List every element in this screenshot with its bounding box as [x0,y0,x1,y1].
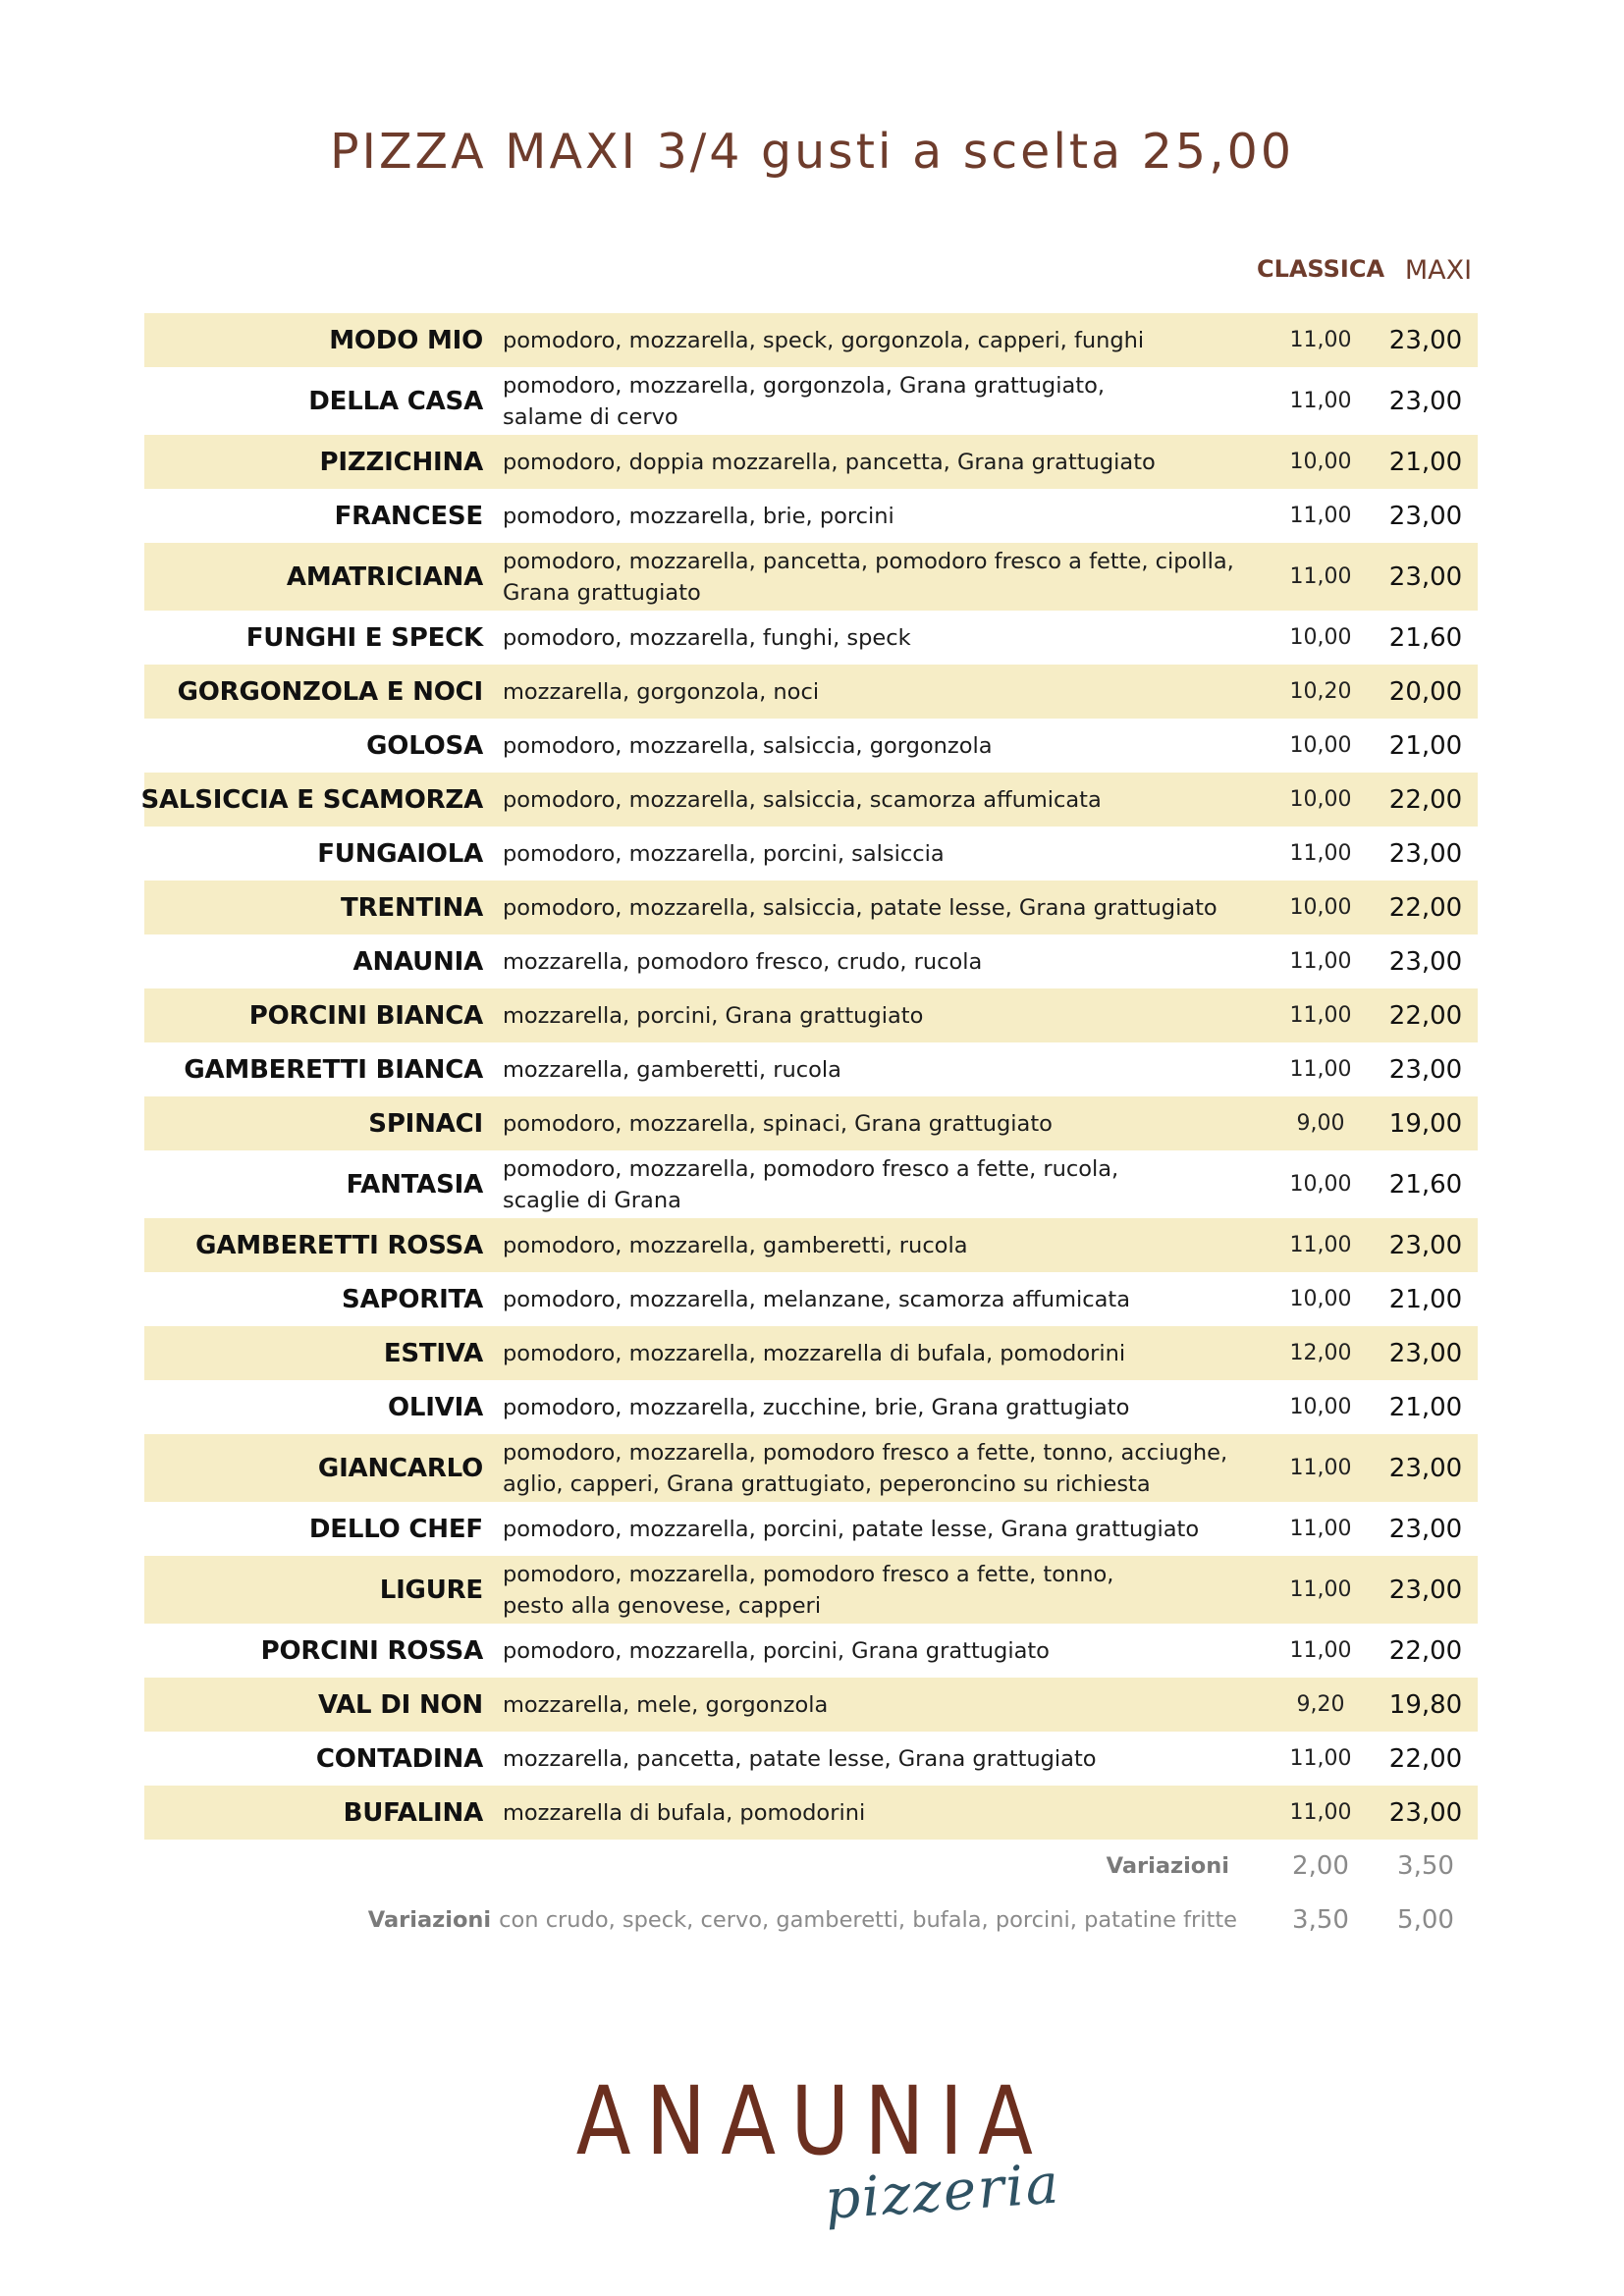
ingredients-line: pomodoro, mozzarella, melanzane, scamorza affumicata [503,1286,1131,1312]
menu-row [144,1434,1478,1502]
pizza-name: GIANCARLO [317,1453,483,1483]
variation-detail: con crudo, speck, cervo, gamberetti, bufala, porcini, patatine fritte [499,1907,1237,1933]
menu-row [144,1042,1478,1096]
pizza-name: PORCINI ROSSA [260,1635,483,1666]
pizza-name: BUFALINA [343,1797,483,1828]
pizza-name: VAL DI NON [317,1689,483,1720]
price-classica: 11,00 [1289,328,1352,352]
price-classica: 9,20 [1296,1692,1345,1717]
ingredients-line: mozzarella di bufala, pomodorini [503,1799,866,1826]
menu-row [144,988,1478,1042]
ingredients-line: mozzarella, pomodoro fresco, crudo, rucola [503,948,983,975]
menu-row [144,934,1478,988]
price-classica: 11,00 [1289,389,1352,413]
pizza-name: PORCINI BIANCA [248,1000,483,1031]
menu-row [144,1272,1478,1326]
menu-row [144,1678,1478,1732]
price-classica: 11,00 [1289,1003,1352,1028]
price-maxi: 22,00 [1388,784,1463,815]
variation-label: Variazioni [1106,1853,1229,1879]
pizza-name: GAMBERETTI ROSSA [195,1230,483,1260]
price-classica: 11,00 [1289,1577,1352,1602]
price-classica: 11,00 [1289,1233,1352,1257]
ingredients-line: pomodoro, mozzarella, pomodoro fresco a fette, rucola, [503,1155,1119,1182]
variation-label: Variazioni [367,1907,492,1933]
price-maxi: 21,60 [1388,622,1463,653]
ingredients-line: mozzarella, mele, gorgonzola [503,1691,829,1718]
variation-row [144,1895,1478,1946]
price-maxi: 23,00 [1388,946,1463,977]
menu-row [144,719,1478,773]
variation-price-classica: 3,50 [1292,1905,1349,1935]
menu-row [140,773,1478,827]
ingredients-line: scaglie di Grana [503,1187,681,1213]
price-classica: 11,00 [1289,1456,1352,1480]
ingredients-line: pomodoro, mozzarella, pomodoro fresco a fette, tonno, acciughe, [503,1439,1228,1466]
ingredients-line: pomodoro, mozzarella, gamberetti, rucola [503,1232,968,1258]
menu-row [144,611,1478,665]
price-classica: 10,00 [1289,1172,1352,1197]
ingredients-line: pomodoro, mozzarella, salsiccia, patate lesse, Grana grattugiato [503,894,1218,921]
brand-logo: ANAUNIA [575,2066,1049,2176]
menu-row [144,489,1478,543]
variation-price-classica: 2,00 [1292,1851,1349,1881]
ingredients-line: pomodoro, mozzarella, brie, porcini [503,503,894,529]
price-classica: 9,00 [1296,1111,1345,1136]
header-classica: CLASSICA [1256,255,1385,283]
price-maxi: 23,00 [1388,1797,1463,1828]
ingredients-line: aglio, capperi, Grana grattugiato, peperoncino su richiesta [503,1470,1151,1497]
price-classica: 11,00 [1289,504,1352,528]
price-maxi: 23,00 [1388,501,1463,531]
price-classica: 10,00 [1289,895,1352,920]
ingredients-line: mozzarella, gamberetti, rucola [503,1056,841,1083]
price-classica: 11,00 [1289,564,1352,589]
pizza-name: FUNGAIOLA [317,838,483,869]
pizza-name: OLIVIA [387,1392,483,1422]
menu-title: PIZZA MAXI 3/4 gusti a scelta 25,00 [329,124,1295,180]
menu-row [144,665,1478,719]
price-maxi: 23,00 [1388,1453,1463,1483]
price-maxi: 21,00 [1388,1284,1463,1314]
price-maxi: 23,00 [1388,1054,1463,1085]
price-classica: 10,00 [1289,1395,1352,1419]
menu-row [144,313,1478,367]
price-classica: 11,00 [1289,1800,1352,1825]
menu-row [144,1786,1478,1840]
pizza-name: MODO MIO [329,325,483,355]
pizza-name: CONTADINA [315,1743,483,1774]
pizza-name: TRENTINA [341,892,483,923]
ingredients-line: pomodoro, mozzarella, pancetta, pomodoro fresco a fette, cipolla, [503,548,1234,574]
ingredients-line: pomodoro, mozzarella, zucchine, brie, Grana grattugiato [503,1394,1130,1420]
price-classica: 11,00 [1289,1057,1352,1082]
menu-row [144,1624,1478,1678]
pizza-name: DELLO CHEF [308,1514,483,1544]
price-maxi: 23,00 [1388,1338,1463,1368]
price-classica: 11,00 [1289,949,1352,974]
menu-row [144,1150,1478,1218]
pizza-name: AMATRICIANA [286,561,483,592]
pizza-name: FRANCESE [334,501,483,531]
menu-row [144,1380,1478,1434]
ingredients-line: mozzarella, gorgonzola, noci [503,678,820,705]
pizza-name: GOLOSA [366,730,483,761]
menu-row [144,1096,1478,1150]
variation-row [144,1841,1478,1892]
price-maxi: 19,00 [1388,1108,1463,1139]
ingredients-line: pomodoro, mozzarella, pomodoro fresco a fette, tonno, [503,1561,1114,1587]
menu-row [144,435,1478,489]
pizza-list [140,313,1478,1840]
price-classica: 11,00 [1289,1517,1352,1541]
price-maxi: 21,00 [1388,447,1463,477]
menu-row [144,1732,1478,1786]
menu-row [144,881,1478,934]
ingredients-line: pomodoro, mozzarella, porcini, Grana grattugiato [503,1637,1050,1664]
price-maxi: 21,60 [1388,1169,1463,1200]
pizza-name: PIZZICHINA [319,447,483,477]
ingredients-line: pomodoro, mozzarella, gorgonzola, Grana grattugiato, [503,372,1105,399]
price-maxi: 19,80 [1388,1689,1463,1720]
pizza-name: FANTASIA [346,1169,483,1200]
price-maxi: 23,00 [1388,1514,1463,1544]
menu-row [144,1218,1478,1272]
ingredients-line: pomodoro, mozzarella, speck, gorgonzola, capperi, funghi [503,327,1145,353]
ingredients-line: pomodoro, mozzarella, porcini, salsiccia [503,840,945,867]
ingredients-line: pomodoro, mozzarella, porcini, patate lesse, Grana grattugiato [503,1516,1200,1542]
pizza-name: GORGONZOLA E NOCI [177,676,483,707]
price-classica: 10,20 [1289,679,1352,704]
menu-row [144,1556,1478,1624]
price-classica: 10,00 [1289,733,1352,758]
ingredients-line: pomodoro, mozzarella, funghi, speck [503,624,911,651]
variation-price-maxi: 5,00 [1397,1905,1454,1935]
menu-row [144,543,1478,611]
brand-subtitle: pizzeria [823,2152,1062,2232]
ingredients-line: mozzarella, pancetta, patate lesse, Grana grattugiato [503,1745,1097,1772]
ingredients-line: pomodoro, mozzarella, salsiccia, gorgonzola [503,732,993,759]
ingredients-line: pomodoro, doppia mozzarella, pancetta, Grana grattugiato [503,449,1156,475]
variation-price-maxi: 3,50 [1397,1851,1454,1881]
ingredients-line: pesto alla genovese, capperi [503,1592,822,1619]
pizza-name: SPINACI [368,1108,483,1139]
price-maxi: 20,00 [1388,676,1463,707]
pizza-name: ANAUNIA [352,946,483,977]
price-classica: 12,00 [1289,1341,1352,1365]
price-maxi: 22,00 [1388,1743,1463,1774]
price-classica: 11,00 [1289,1746,1352,1771]
price-classica: 10,00 [1289,625,1352,650]
price-maxi: 23,00 [1388,1230,1463,1260]
price-classica: 10,00 [1289,450,1352,474]
menu-row [144,1502,1478,1556]
pizza-name: DELLA CASA [308,386,483,416]
price-maxi: 23,00 [1388,325,1463,355]
price-maxi: 23,00 [1388,838,1463,869]
pizza-name: ESTIVA [383,1338,483,1368]
price-maxi: 21,00 [1388,1392,1463,1422]
pizza-name: SALSICCIA E SCAMORZA [140,784,483,815]
pizza-name: GAMBERETTI BIANCA [184,1054,483,1085]
price-classica: 11,00 [1289,1638,1352,1663]
price-maxi: 22,00 [1388,1000,1463,1031]
pizza-name: SAPORITA [342,1284,483,1314]
price-maxi: 23,00 [1388,386,1463,416]
ingredients-line: salame di cervo [503,403,678,430]
ingredients-line: pomodoro, mozzarella, spinaci, Grana grattugiato [503,1110,1053,1137]
ingredients-line: pomodoro, mozzarella, salsiccia, scamorza affumicata [503,786,1102,813]
price-maxi: 22,00 [1388,892,1463,923]
price-maxi: 23,00 [1388,561,1463,592]
ingredients-line: mozzarella, porcini, Grana grattugiato [503,1002,924,1029]
price-maxi: 21,00 [1388,730,1463,761]
menu-row [144,367,1478,435]
ingredients-line: Grana grattugiato [503,579,701,606]
menu-row [144,827,1478,881]
price-maxi: 22,00 [1388,1635,1463,1666]
pizza-name: FUNGHI E SPECK [245,622,483,653]
pizza-name: LIGURE [379,1575,483,1605]
price-classica: 10,00 [1289,787,1352,812]
ingredients-line: pomodoro, mozzarella, mozzarella di bufala, pomodorini [503,1340,1126,1366]
price-classica: 11,00 [1289,841,1352,866]
header-maxi: MAXI [1404,255,1473,286]
price-maxi: 23,00 [1388,1575,1463,1605]
menu-row [144,1326,1478,1380]
price-classica: 10,00 [1289,1287,1352,1311]
